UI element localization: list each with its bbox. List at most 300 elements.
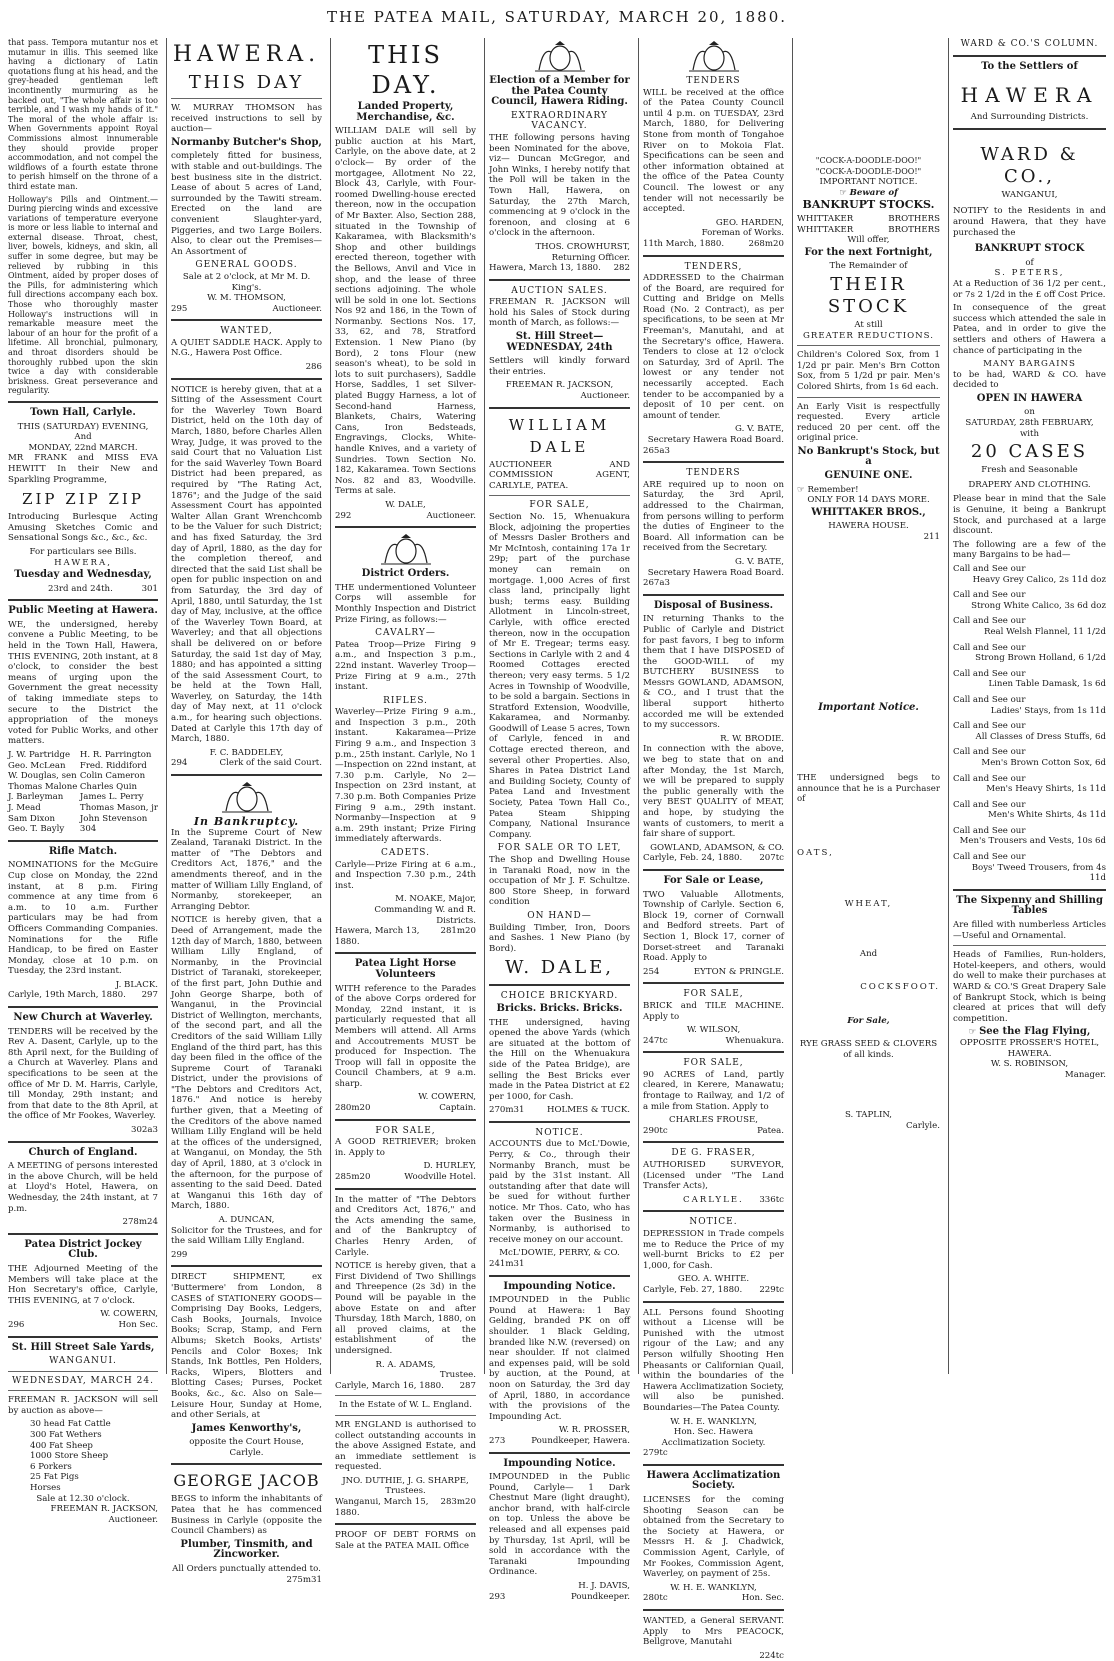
divider [643, 1609, 784, 1611]
white-signature: GEO. A. WHITE. [677, 1274, 750, 1285]
bargain-label: Call and See our [953, 721, 1026, 732]
jackson-role: Auctioneer. [580, 391, 630, 402]
robinson-role: Manager. [1064, 1069, 1106, 1080]
jackson-body: FREEMAN R. JACKSON will hold his Sales of Stock during month of March, as follows:— [489, 297, 630, 329]
divider [489, 279, 630, 281]
divider [8, 401, 158, 403]
kenworthy-address: opposite the Court House, Carlyle. [189, 1437, 304, 1458]
divider [171, 774, 322, 776]
gowland-signature: GOWLAND, ADAMSON, & CO. [650, 842, 784, 853]
column-5 [638, 38, 788, 1661]
adams-date: Carlyle, March 16, 1880. [335, 1380, 444, 1391]
wanted-number: 286 [305, 362, 322, 373]
lease-body: TWO Valuable Allotments, Township of Carlyle. Section 6, Block 19, corner of Cornwall and Bedford streets. Part of Section 1, Block 17, corner of Dorset-street and Taranaki Road. Apply to [643, 889, 784, 964]
sale-item: 400 Fat Sheep [30, 1440, 93, 1451]
bargain-value: Men's White Shirts, 4s 11d [988, 810, 1106, 821]
jackson-signature: FREEMAN R. JACKSON, [505, 380, 614, 391]
bargain-label: Call and See our [953, 564, 1026, 574]
assessment-notice: NOTICE is hereby given, that at a Sitting of the Assessment Court for the Waverley Town Board District, held on the 10th day of March, 1880, before Charles Allen Wray, Judge, it was proved to the said Court that no Valuation List for the said Waverley Town Board District had been prepared, as required by "The Rating Act, 1876"; and the Judge of the said Assessment Court has appointed Walter Allan Grant Wrenchcomb to be the Valuer for such District; and has fixed Saturday, the 3rd day of April, 1880, as the day for the completion thereof, and directed that the said List shall be open for public inspection on and from Saturday, the 3rd day of April, 1880, until Saturday, the 1st day of May, inclusive, at the office of the Waverley Town Board, at Waverley; and that all objections shall be delivered on or before Saturday, the said 1st day of May, 1880; and has appointed a sitting of the said Assessment Court, to be held at the Town Hall, Waverley, on Saturday, the 14th day of May next, at 11 o'clock a.m., for hearing such objections. Dated at Carlyle this 17th day of March, 1880. [171, 384, 322, 745]
england-estate-heading: In the Estate of W. L. England. [339, 1400, 472, 1411]
signatory-name: Colin Cameron [79, 771, 146, 782]
signatory-name: John Stevenson [79, 813, 148, 824]
public-meeting-signatories [8, 750, 158, 835]
genuine-line-2: GENUINE ONE. [824, 470, 913, 482]
prosser-number: 273 [489, 1435, 506, 1446]
davis-number: 293 [489, 1591, 506, 1602]
disposal-body: IN returning Thanks to the Public of Carlyle and District for past favors, I beg to inform them that I have DISPOSED of the GOOD-WILL of my BUTCHERY BUSINESS to Messrs GOWLAND, ADAMSON, & CO., and I trust that the liberal support hitherto accorded me will be extended to my successors. [643, 614, 784, 731]
impounding-heading-2: Impounding Notice. [503, 1457, 616, 1469]
impounding-heading: Impounding Notice. [503, 1280, 616, 1292]
church-waverley-title: New Church at Waverley. [13, 1012, 153, 1024]
retriever-body: A GOOD RETRIEVER; broken in. Apply to [335, 1137, 476, 1158]
george-jacob-title: GEORGE JACOB [173, 1471, 320, 1491]
sale-yards-title: St. Hill Street Sale Yards, [11, 1341, 155, 1353]
column-3 [330, 38, 480, 1551]
prosser-role: Poundkeeper, Hawera. [531, 1435, 630, 1446]
harden-role: Foreman of Works. [701, 228, 784, 239]
divider [953, 945, 1106, 946]
bargain-label: Call and See our [953, 590, 1026, 601]
jockey-club-number: 296 [8, 1319, 25, 1330]
church-waverley-number: 302a3 [131, 1125, 158, 1135]
divider [335, 952, 476, 954]
remember-text: Remember! [807, 484, 859, 495]
divider [643, 461, 784, 463]
crowhurst-role: Returning Officer. [551, 252, 630, 263]
hawera-title: HAWERA. [172, 42, 321, 67]
remainder-text: The Remainder of [829, 261, 908, 272]
divider [335, 1188, 476, 1190]
price-list: Children's Colored Sox, from 1 1/2d pr pair. Men's Brn Cotton Sox, from 5 1/2d pr pair. Men's Colored Shirts, from 1s 6d each. [797, 350, 940, 392]
opposite-prosser: OPPOSITE PROSSER'S HOTEL, [959, 1037, 1100, 1048]
surrounding-districts: And Surrounding Districts. [970, 112, 1089, 123]
divider [171, 319, 322, 321]
flag-line [953, 1027, 1106, 1038]
decided-body: to be had, WARD & CO. have decided to [953, 369, 1106, 391]
remember-line [797, 485, 940, 496]
bargain-value: Ladies' Stays, from 1s 11d [990, 705, 1106, 716]
dale-role: Auctioneer. [426, 510, 476, 521]
dale-to-let-body: The Shop and Dwelling House in Taranaki Road, now in the occupation of Mr J. F. Schultze. 800 Store Sheep, in forward condition [489, 855, 630, 908]
wheat: WHEAT, [844, 898, 893, 909]
divider [643, 1464, 784, 1466]
list-item [953, 826, 1106, 847]
please-body: Please bear in mind that the Sale is Genuine, it being a Bankrupt Stock, and purchased at a large discount. [953, 494, 1106, 537]
wilson-number: 247tc [643, 1035, 668, 1046]
column-7 [948, 38, 1110, 1374]
bricks-body: THE undersigned, having opened the above Yards (which are situated at the bottom of the Hill on the Whenuakura side of the Patea Bridge), are selling the Best Bricks ever made in the Patea District at £2 per 1000, for Cash. [489, 1017, 630, 1102]
sixpenny-heading: The Sixpenny and Shilling Tables [956, 894, 1103, 917]
early-visit: An Early Visit is respectfully requested. Every article reduced 20 per cent. off the original price. [797, 401, 940, 444]
reduction-body: At a Reduction of 36 1/2 per cent., or 7s 2 1/2d in the £ off Cost Price. [953, 278, 1106, 300]
bargain-value: All Classes of Dress Stuffs, 6d [975, 731, 1106, 742]
sale-item: 1000 Store Sheep [30, 1451, 109, 1462]
frouse-number: 290tc [643, 1125, 668, 1136]
assessment-number: 294 [171, 758, 188, 769]
bankruptcy-title: In Bankruptcy. [193, 815, 300, 829]
important-notice-heading: IMPORTANT NOTICE. [819, 177, 918, 188]
bate-number-2: 267a3 [643, 578, 670, 589]
dale-signature: W. DALE, [385, 499, 426, 510]
trustees-date: Wanganui, March 15, 1880. [335, 1497, 429, 1518]
town-hall-intro: Introducing Burlesque Acting Amusing Sketches Comic and Sensational Songs &c., &c., &c. [8, 512, 158, 544]
divider [335, 526, 476, 528]
important-notice-2: Important Notice. [818, 701, 919, 713]
william-dale-heading: WILLIAM DALE [508, 415, 611, 456]
hurley-signature: D. HURLEY, [423, 1161, 476, 1172]
land-heading: FOR SALE, [683, 1058, 744, 1069]
noake-number: 281m20 [440, 926, 476, 937]
bargain-label: Call and See our [953, 642, 1026, 653]
assessment-signature: F. C. BADDELEY, [209, 747, 284, 758]
royal-crest-icon [371, 533, 441, 567]
bargain-label: Call and See our [953, 825, 1026, 836]
tenders-body-2: ADDRESSED to the Chairman of the Board, are required for Cutting and Bridge on Mells Road (No. 2 Contract), as per specifications, to be seen at Mr Freeman's, Manutahi, and at the Secretary's office, Hawera. Tenders to close at 12 o'clock on Saturday, 3rd of April. The lowest or any tender not necessarily accepted. Each tender to be accompanied by a deposit of 10 per cent. on amount of tender. [643, 273, 784, 421]
town-hall-evening: THIS (SATURDAY) EVENING, [17, 421, 149, 432]
acclimatization-number: 280tc [643, 1593, 668, 1604]
shooting-body: ALL Persons found Shooting without a License will be Punished with the utmost rigour of the Law; and any Person wilfully Shooting Hen Pheasants or Californian Quail, within the boundaries of the Hawera Acclimatization Society, will also be punished. Boundaries—The Patea County. [643, 1307, 784, 1413]
signatory-name: James L. Perry [79, 792, 144, 803]
bargain-value: Real Welsh Flannel, 11 1/2d [983, 626, 1106, 637]
divider [8, 1371, 158, 1372]
masthead: THE PATEA MAIL, SATURDAY, MARCH 20, 1880. [326, 8, 788, 26]
hawera-big: HAWERA [960, 83, 1099, 108]
light-horse-heading: Patea Light Horse Volunteers [354, 958, 457, 980]
list-item [953, 590, 1106, 611]
divider [8, 840, 158, 842]
church-england-number: 278m24 [122, 1217, 158, 1228]
davis-signature: H. J. DAVIS, [578, 1581, 630, 1592]
town-hall-hawera: HAWERA, [54, 557, 112, 568]
light-horse-body: WITH reference to the Parades of the above Corps ordered for Monday, 22nd instant, it is particularly requested that all Members will attend. All Arms and Accoutrements MUST be produced for Inspection. The Troop will fall in opposite the Council Chambers, at 9 a.m. sharp. [335, 983, 476, 1089]
public-meeting-title: Public Meeting at Hawera. [8, 605, 158, 617]
brothers-right-2: BROTHERS [888, 224, 940, 235]
disposal-body-2: In connection with the above, we beg to state that on and after Monday, the 1st March, we will be prepared to supply the public generally with the very BEST QUALITY of MEAT, and hope, by studying the wants of customers, to merit a fair share of support. [643, 744, 784, 840]
bargain-value: Men's Brown Cotton Sox, 6d [981, 757, 1106, 768]
sale-yards-place: WANGANUI. [49, 1356, 117, 1367]
royal-crest-icon [525, 40, 595, 74]
thomson-sale-time: Sale at 2 o'clock, at Mr M. D. King's. [182, 271, 311, 293]
following-body: The following are a few of the many Bargains to be had— [953, 539, 1106, 561]
rifle-match-signature: J. BLACK. [115, 979, 158, 990]
thomson-ad: W. MURRAY THOMSON has received instructions to sell by auction— [171, 103, 322, 135]
district-orders-body: THE undermentioned Volunteer Corps will assemble for Monthly Inspection and District Prize Firing, as follows:— [335, 582, 476, 625]
beware-line [797, 188, 940, 199]
signatory-name: Thomas Malone [8, 781, 78, 792]
jockey-club-role: Hon Sec. [118, 1319, 158, 1330]
cowern-signature: W. COWERN, [418, 1092, 476, 1103]
divider [8, 1233, 158, 1235]
signatory-name: Fred. Riddiford [79, 760, 147, 771]
bargain-list [953, 564, 1106, 884]
sale-item: Horses [30, 1483, 61, 1494]
bargain-value: Heavy Grey Calico, 2s 11d doz [972, 574, 1106, 585]
list-item [953, 852, 1106, 884]
election-body: THE following persons having been Nominated for the above, viz— Duncan McGregor, and John Winks, I hereby notify that the Poll will be taken in the Town Hall, Hawera, on Saturday, the 27th March, commencing at 9 o'clock in the forenoon, and closing at 6 o'clock in the afternoon. [489, 132, 630, 239]
wanklyn-signature: W. H. E. WANKLYN, [670, 1416, 757, 1427]
wilson-signature: W. WILSON, [686, 1025, 741, 1036]
machine-heading: FOR SALE, [683, 989, 744, 1000]
divider [643, 1051, 784, 1053]
their-stock-heading: THEIR STOCK [827, 273, 910, 317]
bargain-label: Call and See our [953, 773, 1026, 784]
divider [8, 1141, 158, 1143]
rifle-match-number: 297 [141, 990, 158, 1001]
divider [171, 98, 322, 99]
signatory-name: Geo. McLean [8, 760, 66, 771]
consequence-body: In consequence of the great success which attended the sale in Patea, and in order to give the settlers and others of Hawera a chance of participating in the [953, 303, 1106, 356]
rifle-match-body: NOMINATIONS for the McGuire Cup close on Monday, the 22nd instant, at 8 p.m. Firing commence at any time from 6 a.m. to 10 a.m. Further particulars may be had from Officers Commanding Companies. Nominations for the Rifle Handicap, to be fired on Easter Monday, close at 10 p.m. on Tuesday, the 23rd instant. [8, 860, 158, 977]
notice-body: ACCOUNTS due to McL'Dowie, Perry, & Co., through their Normanby Branch, must be paid by the 31st instant. All outstanding after that date will be sued for without further notice. Mr Thos. Cato, who has taken over the Business in Normanby, is authorised to receive money on our account. [489, 1139, 630, 1245]
town-hall-monday: MONDAY, 22nd MARCH. [28, 442, 138, 453]
assessment-role: Clerk of the said Court. [219, 758, 322, 769]
this-day-heading: THIS DAY. [368, 41, 443, 99]
flag-text: See the Flag Flying, [979, 1026, 1091, 1038]
harden-date: 11th March, 1880. [643, 238, 725, 249]
fresh-seasonable: Fresh and Seasonable [981, 465, 1078, 476]
fraser-place: CARLYLE. [683, 1194, 744, 1205]
whittaker-brothers-row-1 [797, 214, 940, 225]
zip-heading: ZIP ZIP ZIP [22, 490, 144, 509]
column-6 [792, 38, 944, 1374]
wanganui: WANGANUI, [1001, 189, 1058, 200]
white-number: 229tc [759, 1284, 784, 1295]
disposal-heading: Disposal of Business. [653, 599, 774, 611]
bargain-value: Linen Table Damask, 1s 6d [988, 679, 1106, 690]
jockey-club-signature: W. COWERN, [100, 1309, 158, 1320]
divider [335, 1523, 476, 1525]
sale-items-list [8, 1419, 158, 1493]
frouse-signature: CHARLES FROUSE, [669, 1115, 758, 1126]
with-text: with [1019, 428, 1040, 439]
pointing-hand-icon: ☞ [839, 187, 850, 198]
wanklyn-role-2: Hon. Sec. [741, 1593, 784, 1604]
twenty-cases: 20 CASES [970, 441, 1089, 463]
bate-role-2: Secretary Hawera Road Board. [647, 567, 784, 578]
tenders-heading-3: TENDERS [686, 468, 741, 479]
sale-yards-time: Sale at 12.30 o'clock. [36, 1493, 130, 1504]
george-jacob-body: BEGS to inform the inhabitants of Patea that he has commenced Business in Carlyle (opposite the Council Chambers) as [171, 1494, 322, 1537]
taplin-signature: S. TAPLIN, [844, 1110, 893, 1121]
bargain-label: Call and See our [953, 799, 1026, 810]
column-1 [4, 38, 162, 1525]
taplin-body: THE undersigned begs to announce that he is a Purchaser of [797, 773, 940, 805]
divider [953, 128, 1106, 130]
proof-of-debt-ad: PROOF OF DEBT FORMS on Sale at the PATEA MAIL Office [335, 1530, 476, 1551]
gowland-date: Carlyle, Feb. 24, 1880. [643, 853, 743, 864]
notice-heading: NOTICE. [535, 1127, 584, 1138]
hawera-house: HAWERA HOUSE. [828, 521, 909, 532]
general-goods: GENERAL GOODS. [195, 260, 298, 271]
harden-number: 268m20 [748, 238, 784, 249]
signatory-name: 304 [79, 824, 97, 835]
dale-subtitle: AUCTIONEER AND COMMISSION AGENT, CARLYLE, PATEA. [489, 459, 630, 491]
noake-role: Commanding W. and R. Districts. [374, 904, 476, 926]
cowern-role: Captain. [439, 1103, 476, 1114]
greater-reductions: GREATER REDUCTIONS. [802, 330, 934, 341]
town-hall-body: MR FRANK and MISS EVA HEWITT In their New and Sparkling Programme, [8, 453, 158, 485]
fraser-number: 336tc [759, 1194, 784, 1205]
bricks-number: 270m31 [489, 1105, 525, 1116]
sixpenny-body: Are filled with numberless Articles—Useful and Ornamental. [953, 920, 1106, 941]
signatories-left [8, 750, 77, 835]
signatories-right [80, 750, 158, 835]
divider [953, 889, 1106, 891]
notice-signature: McL'DOWIE, PERRY, & CO. [499, 1248, 620, 1259]
sale-item: 6 Porkers [30, 1461, 72, 1472]
divider [643, 1141, 784, 1143]
signatory-name: Charles Quin [79, 781, 138, 792]
cavalry-body: Patea Troop—Prize Firing 9 a.m., and Inspection 3 p.m., 22nd instant. Waverley Troop—Prize Firing at 9 a.m., 27th instant. [335, 639, 476, 693]
peters-name: S. PETERS, [994, 268, 1065, 279]
jackson-entries: Settlers will kindly forward their entries. [489, 356, 630, 377]
cadets-heading: CADETS. [381, 848, 430, 858]
dale-sale-body: WILLIAM DALE will sell by public auction at his Mart, Carlyle, on the above date, at 2 o'clock— By order of the mortgagee, Allotment No 22, Block 43, Carlyle, with Four-roomed Dwelling-house erected thereon, now in the occupation of Mr Baxter. Also, Section 288, situated in the Township of Kakaramea, with Blacksmith's Shop and other buildings erected thereon, together with the Bellows, Anvil and Vice in shop, and the lease of three sections adjoining. The whole will be sold in one lot. Sections Nos 92 and 186, in the Town of Normanby. Sections Nos. 17, 33, 62, and 78, Stratford Extension. 1 New Piano (by Bord), 2 tons Flour (new season's wheat), to be sold in lots to suit purchasers), Saddle Horse, Saddles, 1 set Silver-plated Buggy Harness, a lot of Second-hand Harness, Blankets, Chairs, Watering Cans, Iron Bedsteads, Engravings, Clocks, White-handle Knives, and a variety of Sundries. Town Section No. 182, Kakaramea. Town Sections Nos. 82 and 83, Woodville. Terms at sale. [335, 126, 476, 497]
fortnight-heading: For the next Fortnight, [804, 246, 933, 258]
newspaper-columns [0, 38, 1114, 1661]
dale-on-hand: ON HAND— [527, 910, 592, 921]
noake-date: Hawera, March 13, 1880. [335, 926, 420, 947]
divider [953, 55, 1106, 57]
kenworthy-heading: James Kenworthy's, [191, 1422, 302, 1434]
robinson-signature: W. S. ROBINSON, [990, 1059, 1069, 1070]
election-heading: Election of a Member for the Patea County Council, Hawera Riding. [489, 75, 630, 108]
lease-signature: EYTON & PRINGLE. [693, 966, 784, 977]
wanted-heading: WANTED, [220, 326, 273, 337]
on-text: on [1024, 407, 1035, 418]
list-item [953, 695, 1106, 716]
bankruptcy-body: In the Supreme Court of New Zealand, Taranaki District. In the matter of "The Debtors and Creditors Act, 1876," and the amendments thereof, and in the matter of William Lilly England, of Normanby, storekeeper, an Arranging Debtor. [171, 827, 322, 912]
dale-to-let: FOR SALE OR TO LET, [497, 843, 622, 854]
column-2 [166, 38, 326, 1585]
pointing-hand-icon: ☞ [968, 1027, 980, 1038]
adams-number: 287 [459, 1380, 476, 1391]
divider [489, 1452, 630, 1454]
divider [643, 1301, 784, 1303]
acclimatization-body: LICENSES for the coming Shooting Season can be obtained from the Secretary to the Society at Hawera, or Messrs H. & J. Chadwick, Commission Agent, Carlyle, of Mr Fookes, Commission Agent, Waverley, on payment of 25s. [643, 1495, 784, 1580]
church-england-body: A MEETING of persons interested in the above Church, will be held at Lloyd's Hotel, Hawera, on Wednesday, the 24th instant, at 7 p.m. [8, 1161, 158, 1214]
brodie-signature: R. W. BRODIE. [720, 733, 784, 744]
all-kinds: of all kinds. [843, 1049, 894, 1060]
divider [489, 407, 630, 409]
sale-yards-role: Auctioneer. [108, 1514, 158, 1525]
saturday-feb: SATURDAY, 28th FEBRUARY, [965, 418, 1094, 429]
rifles-body: Waverley—Prize Firing 9 a.m., and Inspection 3 p.m., 20th instant. Kakaramea—Prize Firing 9 a.m., and Inspection 3 p.m., 25th instant. Carlyle, No 1—Inspection on 22nd instant, at 7.30 p.m. Carlyle, No 2—Inspection on 23rd instant, at 7.30 p.m. Both Companies Prize Firing 9 a.m., 29th instant. Normanby—Inspection at 9 a.m. 29th instant; Prize Firing immediately afterwards. [335, 707, 476, 845]
landed-property-heading: Landed Property, Merchandise, &c. [356, 101, 455, 123]
brothers-right: BROTHERS [888, 213, 940, 224]
tenders-heading: TENDERS [686, 76, 741, 86]
acclimatization-heading: Hawera Acclimatization Society. [646, 1469, 781, 1492]
dale-on-hand-body: Building Timber, Iron, Doors and Sashes. 1 New Piano (by Bord). [489, 922, 630, 954]
shipment-ad: DIRECT SHIPMENT, ex 'Buttermere' from London, 8 CASES of STATIONERY GOODS—Comprising Day Books, Ledgers, Cash Books, Journals, Invoice Books; Scrap, Stamp, and Fern Albums; Sketch Books, Artists' Pencils and Color Boxes; Ink Stands, Ink Bottles, Pen Holders, Racks, Wipers, Blotters and Blotting Cases; Purses, Pocket Books, &c., &c. Also on Sale—Leisure Hour, Sunday at Home, and other Serials, at [171, 1272, 322, 1421]
ward-column-heading: WARD & CO.'S COLUMN. [960, 39, 1099, 49]
list-item [953, 669, 1106, 690]
notice-number: 241m31 [489, 1259, 525, 1269]
sale-item: 300 Fat Wethers [30, 1430, 102, 1441]
bargain-value: Strong White Calico, 3s 6d doz [971, 600, 1106, 611]
cocksfoot: COCKSFOOT. [860, 981, 940, 992]
bargain-label: Call and See our [953, 668, 1026, 679]
bargain-label: Call and See our [953, 852, 1026, 863]
district-orders-heading: District Orders. [361, 568, 450, 580]
st-hill-heading: St. Hill Street—WEDNESDAY, 24th [506, 331, 613, 353]
bargain-value: Men's Heavy Shirts, 1s 11d [986, 784, 1106, 795]
divider [171, 1265, 322, 1267]
thomson-ad-body: completely fitted for business, with stable and out-buildings. The best business site in the district. Lease of about 5 acres of Land, surrounded by the Tawiti stream. Erected on the land are convenient Slaughter-yard, Piggeries, and two Large Boilers. Also, to clear out the Premises— An Assortment of [171, 151, 322, 257]
bankrupt-stock-heading: BANKRUPT STOCK [974, 243, 1085, 255]
will-offer: Will offer, [847, 235, 890, 246]
wilson-role: Whenuakura. [725, 1035, 784, 1046]
fourteen-days: ONLY FOR 14 DAYS MORE. [807, 495, 930, 506]
bargain-label: Call and See our [953, 616, 1026, 627]
whittaker-brothers-row-2 [797, 225, 940, 236]
bate-signature-2: G. V. BATE, [735, 556, 784, 567]
genuine-line-1: No Bankrupt's Stock, but a [797, 445, 940, 468]
oats: OATS, [797, 848, 834, 858]
dale-properties: Section No. 15, Whenuakura Block, adjoining the properties of Messrs Dasler Brothers and Mr McIntosh, containing 17a 1r 29p; part of the purchase money can remain on mortgage. 1,000 Acres of first class land, principally light bush; terms easy. Building Allotment in Lincoln-street, Carlyle, with office erected thereon, now in the occupation of Mr E. Tregear; terms easy. Sections in Carlyle with 2 and 4 Roomed Cottages erected thereon; very easy terms. 5 1/2 Acres in Township of Woodville, to be sold a bargain. Sections in Stratford Extension, Woodville, Kakaramea, and Normanby. Goodwill of Lease 5 acres, Town of Carlyle, fenced in and Cottage erected thereon, and several other Properties. Also, Shares in Patea District Land and Building Society, County of Patea Land and Investment Society, Patea Town Hall Co., Patea Steam Shipping Company, National Insurance Company. [489, 512, 630, 840]
dale-number: 292 [335, 510, 352, 521]
column-4 [484, 38, 634, 1602]
to-settlers: To the Settlers of [981, 60, 1078, 72]
divider [797, 397, 940, 398]
notify-body: NOTIFY to the Residents in and around Hawera, that they have purchased the [953, 206, 1106, 238]
at-still: At still [854, 319, 883, 330]
machine-body: BRICK and TILE MACHINE. Apply to [643, 1000, 784, 1022]
sale-yards-signature: FREEMAN R. JACKSON, [50, 1504, 158, 1515]
signatory-name: J. Mead [8, 802, 41, 813]
sale-yards-body: FREEMAN R. JACKSON will sell by auction as above— [8, 1395, 158, 1416]
prosser-signature: W. R. PROSSER, [558, 1425, 630, 1436]
rifle-match-title: Rifle Match. [48, 845, 118, 857]
thomson-signature: W. M. THOMSON, [207, 293, 286, 304]
bargain-value: Strong Brown Holland, 6 1/2d [975, 653, 1106, 664]
list-item [953, 564, 1106, 585]
harden-signature: GEO. HARDEN, [715, 217, 784, 228]
bargain-label: Call and See our [953, 747, 1026, 758]
impounding-body-2: IMPOUNDED in the Public Pound, Carlyle— 1 Dark Chestnut Mare (light draught), anchor brand, with half-circle on top. Unless the above be released and all expenses paid by Thursday, 1st April, will be sold in accordance with the Taranaki Impounding Ordinance. [489, 1472, 630, 1578]
divider [489, 1275, 630, 1277]
davis-role: Poundkeeper. [570, 1591, 630, 1602]
white-date: Carlyle, Feb. 27, 1880. [643, 1284, 743, 1295]
noake-signature: M. NOAKE, Major, [395, 894, 476, 905]
tenders-body: WILL be received at the office of the Patea County Council until 4 p.m. on TUESDAY, 23rd March, 1880, for Delivering Stone from month of Tongahoe River on to Mokoia Flat. Specifications can be seen and other information obtained at the office of the Patea County Council. The lowest or any tender will not necessarily be accepted. [643, 87, 784, 215]
town-hall-title: Town Hall, Carlyle. [30, 406, 136, 418]
bricks-heading: Bricks. Bricks. Bricks. [496, 1002, 623, 1014]
retriever-heading: FOR SALE, [375, 1125, 436, 1136]
wanklyn-role: Hon. Sec. Hawera Acclimatization Society. [661, 1427, 766, 1448]
butcher-shop-heading: Normanby Butcher's Shop, [171, 136, 322, 148]
trustees-signature: JNO. DUTHIE, J. G. SHARPE, Trustees. [342, 1475, 469, 1497]
list-item [953, 643, 1106, 664]
for-sale-heading: For Sale, [847, 1016, 890, 1027]
signatory-name: Geo. T. Bayly [8, 824, 65, 835]
white-notice-body: DEPRESSION in Trade compels me to Reduce the Price of my well-burnt Bricks to £2 per 1,000, for Cash. [643, 1229, 784, 1271]
arden-dividend: NOTICE is hereby given, that a First Dividend of Two Shillings and Threepence (2s 3d) in the Pound will be payable in the above Estate on and after Thursday, 18th March, 1880, on all proved claims, at the establishment of the undersigned. [335, 1261, 476, 1356]
signatory-name: H. R. Parrington [79, 750, 152, 760]
lease-number: 254 [643, 966, 660, 977]
church-waverley-body: TENDERS will be received by the Rev A. Dasent, Carlyle, up to the 8th April next, for the Building of a Church at Waverley. Plans and specifications to be seen at the office of Mr D. M. Harris, Carlyle, till Monday, 29th instant; and from that date to the 8th April, at the office of Mr Fookes, Waverley. [8, 1026, 158, 1122]
whittaker-left: WHITTAKER [797, 213, 854, 224]
town-hall-and: And [74, 432, 92, 443]
cowern-number: 280m20 [335, 1103, 371, 1114]
signatory-name: Thomas Mason, jr [79, 802, 158, 813]
hawera-small: HAWERA. [1007, 1048, 1052, 1059]
auction-sales-heading: AUCTION SALES. [511, 285, 608, 296]
land-body: 90 ACRES of Land, partly cleared, in Kerere, Manawatu; frontage to Railway, and 1/2 of a mile from Station. Apply to [643, 1069, 784, 1112]
lease-heading: For Sale or Lease, [663, 874, 764, 886]
bargain-value: Men's Trousers and Vests, 10s 6d [959, 836, 1106, 847]
vacancy-heading: EXTRAORDINARY VACANCY. [511, 110, 608, 132]
